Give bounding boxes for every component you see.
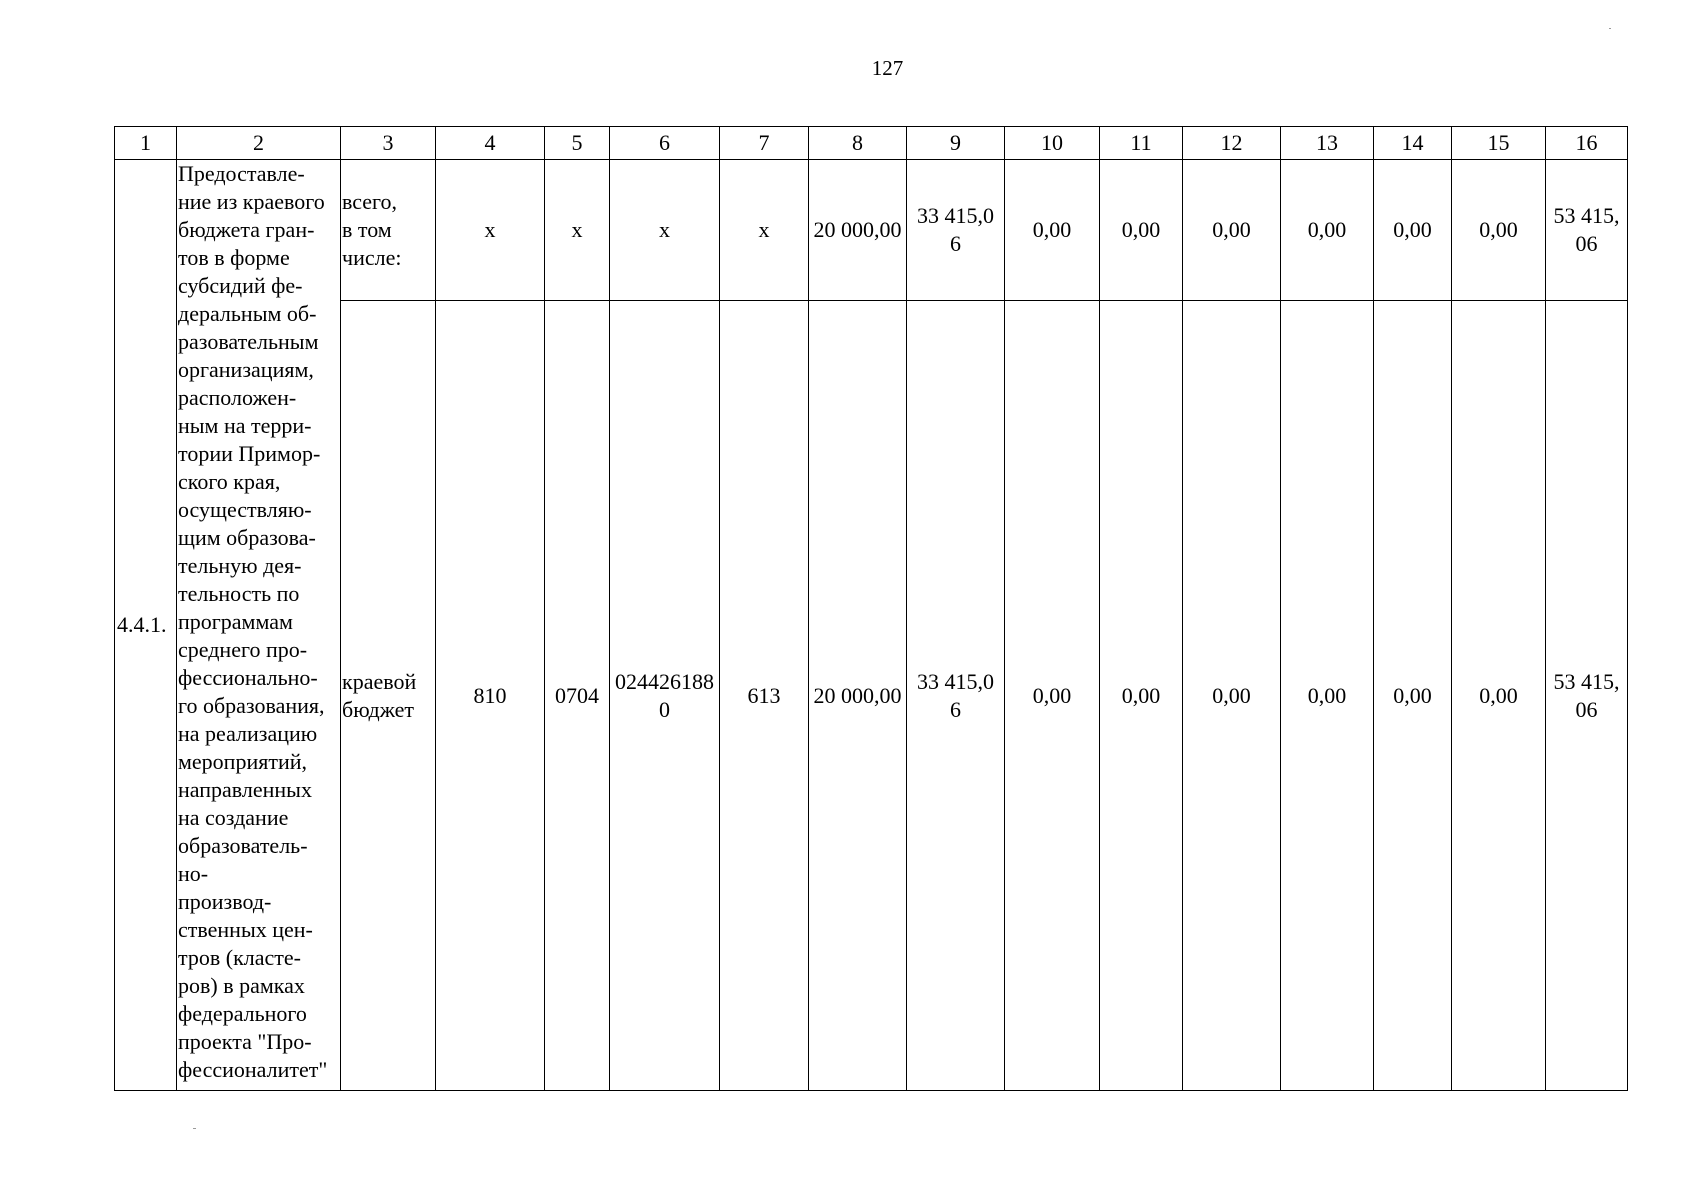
header-cell: 5 xyxy=(545,127,610,160)
value-cell: 0,00 xyxy=(1100,160,1183,301)
table-row xyxy=(115,301,1628,1091)
header-cell: 12 xyxy=(1183,127,1281,160)
description-line: фессионалитет" xyxy=(178,1057,328,1082)
value-line: 33 415,0 xyxy=(917,203,994,228)
value-cell: x xyxy=(720,160,809,301)
scan-speck xyxy=(193,1128,196,1129)
value-cell: 613 xyxy=(720,301,809,1091)
value-line: 0 xyxy=(659,696,670,722)
description-line: фессионально- xyxy=(178,665,318,690)
value-cell xyxy=(1546,301,1628,1091)
description-line: осуществляю- xyxy=(178,497,312,522)
page-number: 127 xyxy=(871,56,904,80)
table-header-row xyxy=(115,127,1628,160)
value-cell xyxy=(907,301,1005,1091)
description-line: тельность по xyxy=(178,581,300,606)
description-line: ственных цен- xyxy=(178,917,313,942)
value-line: 024426188 xyxy=(615,668,714,694)
funding-source-cell xyxy=(341,301,436,1091)
description-line: на создание xyxy=(178,805,289,830)
value-line: 06 xyxy=(1575,231,1598,256)
description-line: направленных xyxy=(178,777,312,802)
description-line: Предоставле- xyxy=(178,161,305,186)
description-line: но- xyxy=(178,861,209,886)
header-cell: 8 xyxy=(809,127,907,160)
source-line: бюджет xyxy=(342,696,414,722)
value-cell: 810 xyxy=(436,301,545,1091)
description-line: тров (класте- xyxy=(178,945,301,970)
description-line: бюджета гран- xyxy=(178,217,315,242)
value-cell: 0,00 xyxy=(1005,301,1100,1091)
header-cell: 9 xyxy=(907,127,1005,160)
description-line: тов в форме xyxy=(178,245,290,270)
value-cell: 0,00 xyxy=(1005,160,1100,301)
source-line: всего, xyxy=(342,189,398,214)
value-cell: 0,00 xyxy=(1281,160,1374,301)
description-line: тории Примор- xyxy=(178,441,321,466)
description-line: среднего про- xyxy=(178,637,308,662)
description-line: тельную дея- xyxy=(178,553,302,578)
header-cell: 14 xyxy=(1374,127,1452,160)
description-line: ным на терри- xyxy=(178,413,312,438)
description-line: организациям, xyxy=(178,357,314,382)
budget-table xyxy=(114,126,1628,1091)
description-line: го образования, xyxy=(178,693,325,718)
value-line: x xyxy=(659,217,670,242)
header-cell: 1 xyxy=(115,127,177,160)
value-line: 6 xyxy=(950,696,961,722)
value-cell: 0,00 xyxy=(1281,301,1374,1091)
value-cell: x xyxy=(545,160,610,301)
value-cell: 0704 xyxy=(545,301,610,1091)
value-cell: 0,00 xyxy=(1374,160,1452,301)
value-cell: 0,00 xyxy=(1183,160,1281,301)
value-cell xyxy=(610,160,720,301)
header-cell: 16 xyxy=(1546,127,1628,160)
description-line: щим образова- xyxy=(178,525,316,550)
value-cell: 0,00 xyxy=(1452,301,1546,1091)
value-cell: 0,00 xyxy=(1100,301,1183,1091)
value-line: 6 xyxy=(950,231,961,256)
source-line: числе: xyxy=(342,245,402,270)
description-line: мероприятий, xyxy=(178,749,308,774)
value-cell xyxy=(1546,160,1628,301)
value-cell: 0,00 xyxy=(1452,160,1546,301)
header-cell: 10 xyxy=(1005,127,1100,160)
description-line: ние из краевого xyxy=(178,189,325,214)
header-cell: 15 xyxy=(1452,127,1546,160)
value-line: 53 415, xyxy=(1553,203,1620,228)
value-cell xyxy=(907,160,1005,301)
value-line: 33 415,0 xyxy=(917,668,994,694)
header-cell: 13 xyxy=(1281,127,1374,160)
description-line: ров) в рамках xyxy=(178,973,305,998)
description-line: разовательным xyxy=(178,329,319,354)
header-cell: 6 xyxy=(610,127,720,160)
value-cell: 20 000,00 xyxy=(809,160,907,301)
item-number-cell: 4.4.1. xyxy=(115,160,177,1091)
item-description-cell xyxy=(177,160,341,1091)
header-cell: 4 xyxy=(436,127,545,160)
value-line: 53 415, xyxy=(1553,668,1620,694)
value-cell xyxy=(610,301,720,1091)
description-line: производ- xyxy=(178,889,272,914)
header-cell: 2 xyxy=(177,127,341,160)
description-line: расположен- xyxy=(178,385,297,410)
description-line: ского края, xyxy=(178,469,281,494)
description-line: проекта "Про- xyxy=(178,1029,312,1054)
description-line: на реализацию xyxy=(178,721,318,746)
scan-speck xyxy=(1609,28,1611,29)
value-cell: 0,00 xyxy=(1374,301,1452,1091)
table-row xyxy=(115,160,1628,301)
description-line: образователь- xyxy=(178,833,308,858)
value-line: 06 xyxy=(1575,696,1598,722)
value-cell: 0,00 xyxy=(1183,301,1281,1091)
source-line: в том xyxy=(342,217,392,242)
header-cell: 3 xyxy=(341,127,436,160)
header-cell: 7 xyxy=(720,127,809,160)
description-line: субсидий фе- xyxy=(178,273,303,298)
value-cell: 20 000,00 xyxy=(809,301,907,1091)
description-line: федерального xyxy=(178,1001,307,1026)
source-line: краевой xyxy=(342,668,417,694)
description-line: программам xyxy=(178,609,293,634)
value-cell: x xyxy=(436,160,545,301)
description-line: деральным об- xyxy=(178,301,317,326)
funding-source-cell xyxy=(341,160,436,301)
header-cell: 11 xyxy=(1100,127,1183,160)
